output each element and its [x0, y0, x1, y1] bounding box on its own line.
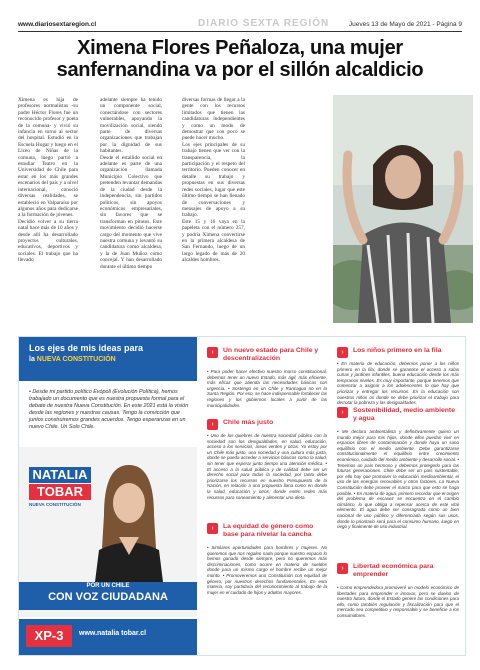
- ad-title-line2-highlight: NUEVA CONSTITUCIÓN: [36, 356, 116, 363]
- ad-title-block: [19, 337, 197, 381]
- newspaper-name: DIARIO SEXTA REGIÓN: [198, 18, 330, 29]
- bullet-icon: ›: [337, 347, 348, 358]
- ad-intro-text: • Desde mi partido político Evópoli (Evolución Política), hemos trabajado un documento que es nuestra propuesta formal para el debate de nuestra Nueva Constitución. En este 2021 está la visión desde las regiones y nuestras causas. Tengo la convicción que juntos construiremos grandes acuerdos. Tengo esperanzas en un nuevo Chile. Un Solo Chile.: [29, 389, 189, 430]
- section-body: • Para poder hacer efectivo nuestro marco constitucional, debemos tener un nuevo Estado, más ágil, más eficiente, más eficaz que atienda las necesidades básicas con urgencia. • Sostengo en un Chile y Rancagua no en la Santa Región. Por eso, se hace indispensable fortalecer las regiones y los gobiernos locales a partir de las municipalidades.: [207, 369, 327, 408]
- bullet-icon: ›: [337, 563, 348, 574]
- article-body: [18, 97, 318, 322]
- ad-left-panel: [19, 337, 197, 655]
- candidate-role: NUEVA CONSTITUCIÓN: [29, 502, 81, 507]
- page-header: [18, 18, 462, 32]
- ad-bottom-bar: [19, 619, 197, 655]
- article-column-1: Ximena es hija de profesores normalistas -su padre Héctor Flores fue un reconocido profesor y poeta de la comuna- y vivió su infancia en torno al sector del hospital. Estudió en la Escuela Hogar y luego en el Liceo de Niñas de la comuna, luego partió a estudiar Teatro en la Universidad de Chile para estar en los más grandes escenarios del país y a nivel internacional, conoció diversas realidades, se estableció en Valparaíso por algunos años para dedicarse a la formación de jóvenes. Decidió volver a su tierra natal hace más de 10 años y desde allí ha desarrollado proyectos culturales, educativos, deportivos y sociales. El trabajo que ha llevado: [18, 97, 78, 264]
- page-date: Jueves 13 de Mayo de 2021 - Página 9: [348, 21, 462, 28]
- article-headline: Ximena Flores Peñaloza, una mujer sanfernandina va por el sillón alcaldicio: [56, 37, 424, 81]
- ad-title-line2: [29, 356, 116, 363]
- campaign-advertisement: [18, 336, 466, 656]
- bullet-icon: ›: [207, 523, 218, 534]
- slogan-line1: POR UN CHILE: [86, 583, 130, 589]
- section-body: • En materia de educación, debemos poner a los niños primero en la fila, donde se garantice el acceso a salas cunas y jardines infantiles, buena educación desde los más tempranos niveles. Es muy importante, porque tenemos que comenzar a asignar a los adolescentes lo que hay que priorizar y entregar los recursos. En la educación son nuestros niños os donde se debe priorizar el trabajo para derrotar la pobreza y las desigualdades.: [337, 361, 459, 406]
- section-title: Libertad económica para emprender: [353, 563, 434, 578]
- section-body: • Similares oportunidades para hombres y mujeres. No queremos que nos regalen nada porque nuestro espacio lo hemos ganado desde siempre, pero no queremos más discriminaciones, como ocurre en materia de sueldos donde para un mismo cargo el hombre recibe un mejor monto. • Promoveremos una Constitución con equidad de género, por nuestros derechos fundamentales. En esta materia, soy partidaria del reconocimiento al trabajo de la mujer en el cuidado de hijos y adultos mayores.: [207, 545, 327, 595]
- section-body: • Me declaro ambientalista y definitivamente quiero un mundo mejor para mis hijos, donde ellos puedan vivir en espacios libres de contaminación y donde haya un sano equilibrio con el medio ambiente. Debe garantizarse constitucionalmente el equilibrio entre crecimiento económico, cuidado del medio ambiente y desarrollo social. • Tenemos un país hermoso y debemos protegerlo para las futuras generaciones. Chile debe ser un país sustentable, por ello hay que promover la educación medioambiental, el uso de las energías renovables y otros factores. La Nueva Constitución debe proveer el marco para que esto se haga posible. • En materia de agua, primero recordar que el origen del problema de escasez se encuentra en el cambio climático, lo que obliga a repensar acerca de este vital elemento. El agua debe ser consagrada como un bien nacional de uso público y diferenciada según sus usos, donde lo prioritario será para el consumo humano, luego en riego y finalmente de uso industrial.: [337, 429, 459, 530]
- section-body: • Uno de los quiebres de nuestra sociedad público con la sociedad son los desigualdades, en salud, educación, acceso a los servicios, áreas verdes y otras. Yo estoy por un Chile más justo, una sociedad y una cultura más justa, donde se pueda acceder a servicios básicos como la salud, sin tener que esperar junto tiempo una atención médica. • El acceso a la salud pública y de calidad debe ser un derecho social para todas la sociedad, por tanto debe priorizarse los recursos en nuestro Presupuesto de la Nación, en relación a una propuesta llana como en donde la salud, educación y otros, donde estén redes más recursos para saneamiento y alimentar una dieta.: [207, 433, 327, 500]
- candidate-photo-illustration: [333, 95, 473, 323]
- bullet-icon: ›: [337, 407, 348, 418]
- section-title: Chile más justo: [223, 419, 274, 426]
- section-title: Un nuevo estado para Chile y descentralización: [223, 347, 319, 362]
- bullet-icon: ›: [207, 347, 218, 358]
- candidate-first-name: NATALIA: [29, 467, 91, 483]
- candidate-photo: [333, 95, 473, 323]
- article-column-2: adelante siempre ha tenido un componente social, conectándose con sectores vulnerables, apoyando la movilización social, siendo parte de diversas organizaciones que trabajan por la dignidad de sus habitantes. Desde el estallido social en adelante es parte de una organización llamada Municipio Colectivo que pretenden levantar demandas de la ciudad desde la independencia, sin partidos políticos, sin apoyos económicos empresariales, sin favores que se transforman en pitutos. Este movimiento decidió hacerse cargo del momento que vive nuestra comuna y levantó su candidatura como alcaldesa, y la de Juan Muñoz como concejal. Y han desarrollado durante el último tiempo: [100, 97, 162, 270]
- candidate-last-name: TOBAR: [29, 484, 91, 500]
- section-title: La equidad de género como base para nivelar la cancha: [223, 523, 314, 538]
- ballot-code: XP-3: [26, 625, 72, 647]
- ad-title-line1: Los ejes de mis ideas para: [29, 343, 144, 353]
- article-column-3: diversas formas de llegar a la gente con los recursos limitados que tienen las candidaturas independientes y como un modo de demostrar que con poco se puede hacer mucho. Los ejes principales de su trabajo tienen que ver con la transparencia, la participación y el respeto del territorio. Pueden conocer en detalle su trabajo y propuestas en sus diversas redes sociales, lugar que este último tiempo se han llenado de conversaciones y mensajes de apoyo a su trabajo. Este 15 y 16 vaya en la papeleta con el número 257, y podría Ximena convertirse en la primera alcaldesa de San Fernando, luego de un largo legado de más de 20 alcaldes hombres.: [182, 97, 245, 264]
- site-url[interactable]: www.diariosextaregion.cl: [18, 21, 97, 28]
- section-title: Los niños primero en la fila: [353, 347, 442, 354]
- ad-title-line2-prefix: la: [29, 356, 37, 363]
- candidate-website[interactable]: www.natalia tobar.cl: [79, 630, 147, 637]
- section-title: Sostenibilidad, medio ambiente y agua: [353, 407, 455, 422]
- section-body: • Como emprendedora promoveré un modelo económico de libertades para emprender e innovar, pero se duelos de nuestro futuro, donde el Estado genere las condiciones para ello, como también regulación y fiscalización para que el mercado sea competitivo y responsable y se beneficie a los consumidores.: [337, 585, 459, 618]
- header-rule: [18, 31, 462, 32]
- ad-slogan: [19, 582, 197, 610]
- bullet-icon: ›: [207, 419, 218, 430]
- candidate-portrait-illustration: [79, 455, 179, 590]
- slogan-line2: CON VOZ CIUDADANA: [48, 591, 168, 603]
